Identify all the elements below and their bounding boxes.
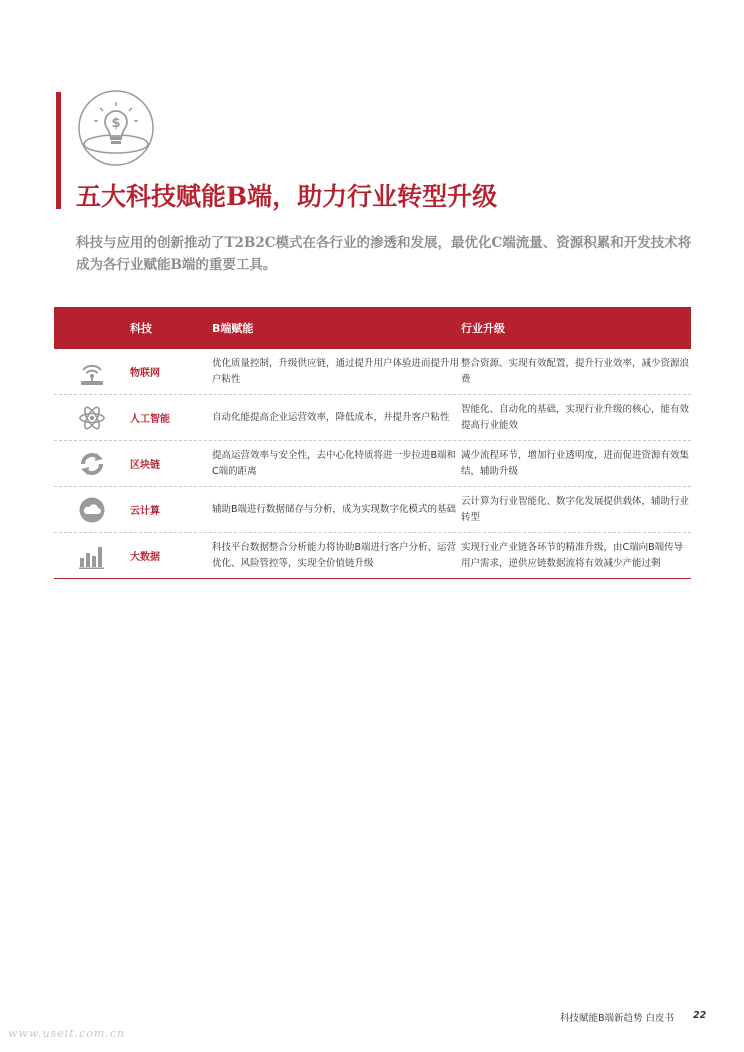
lightbulb-dollar-icon <box>76 88 156 168</box>
header-b-empower: B端赋能 <box>212 322 254 335</box>
b-empower-text: 科技平台数据整合分析能力将协助B端进行客户分析、运营优化、风险管控等，实现全价值链升级 <box>212 541 457 569</box>
tech-name: 人工智能 <box>130 414 170 425</box>
b-empower-text: 优化质量控制，升级供应链，通过提升用户体验进而提升用户粘性 <box>212 357 460 385</box>
header-tech: 科技 <box>130 322 152 335</box>
page-title: 五大科技赋能B端，助力行业转型升级 <box>76 182 498 211</box>
table-row <box>54 533 691 579</box>
footer-title: 科技赋能B端新趋势 白皮书 <box>560 1013 675 1024</box>
industry-text: 智能化、自动化的基础，实现行业升级的核心，能有效提高行业能效 <box>461 403 690 431</box>
tech-name: 云计算 <box>130 506 160 517</box>
table-row <box>54 441 691 487</box>
table-row <box>54 487 691 533</box>
svg-text:$: $ <box>111 116 121 131</box>
lead-paragraph: 科技与应用的创新推动了T2B2C模式在各行业的渗透和发展，最优化C端流量、资源积累和开发技术将成为各行业赋能B端的重要工具。 <box>76 235 692 273</box>
accent-bar <box>56 92 61 209</box>
tech-table <box>54 307 691 579</box>
tech-name: 大数据 <box>130 552 160 563</box>
industry-text: 云计算为行业智能化、数字化发展提供载体，辅助行业转型 <box>461 495 690 523</box>
table-header <box>54 307 691 349</box>
tech-name: 区块链 <box>130 460 160 471</box>
header-industry: 行业升级 <box>461 322 505 335</box>
industry-text: 减少流程环节，增加行业透明度，进而促进资源有效集结，辅助升级 <box>461 449 690 477</box>
atom-icon <box>77 404 107 432</box>
page-number: 22 <box>693 1010 707 1021</box>
tech-name: 物联网 <box>130 368 160 379</box>
cloud-icon <box>77 496 107 524</box>
b-empower-text: 自动化能提高企业运营效率，降低成本，并提升客户粘性 <box>212 411 450 423</box>
table-row <box>54 349 691 395</box>
b-empower-text: 辅助B端进行数据储存与分析，成为实现数字化模式的基础 <box>212 503 457 515</box>
bar-chart-icon <box>77 542 107 570</box>
industry-text: 实现行业产业链各环节的精准升级，由C端向B端传导用户需求，逆供应链数据流将有效减少产能过剩 <box>461 541 684 569</box>
watermark: www.useit.com.cn <box>8 1027 126 1040</box>
table-row <box>54 395 691 441</box>
b-empower-text: 提高运营效率与安全性，去中心化特质将进一步拉进B端和C端的距离 <box>212 449 457 477</box>
industry-text: 整合资源、实现有效配置，提升行业效率，减少资源浪费 <box>461 357 690 385</box>
iot-antenna-icon <box>77 358 107 386</box>
sync-arrows-icon <box>77 450 107 478</box>
